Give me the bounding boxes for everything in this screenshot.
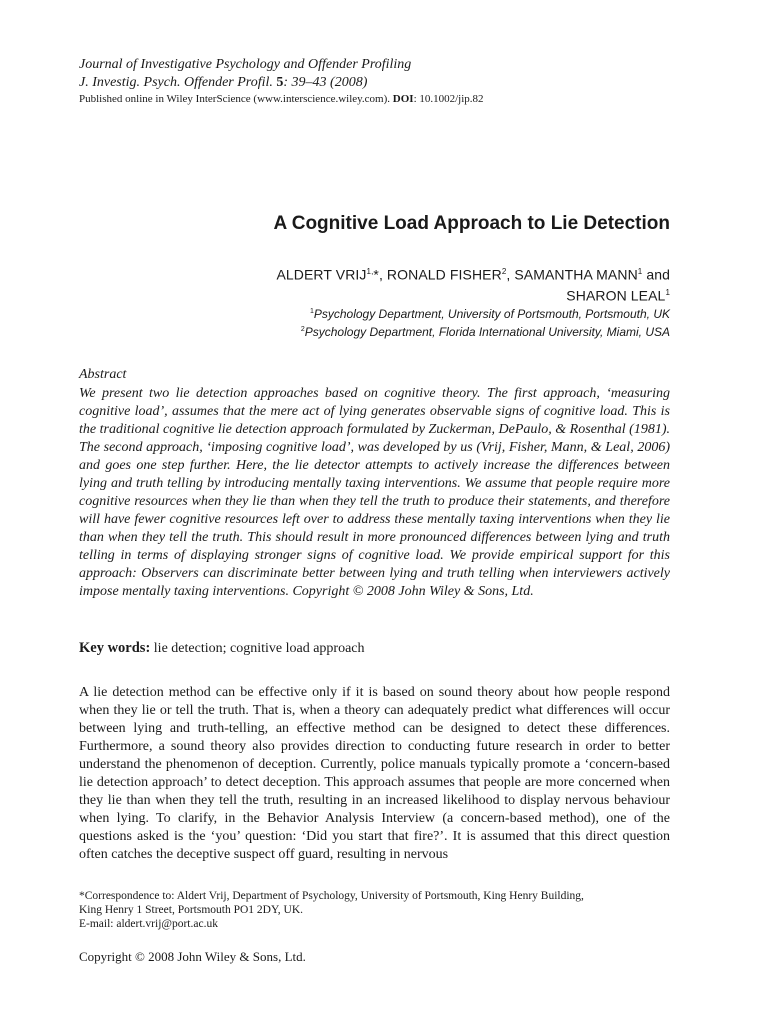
affiliation-1-text: Psychology Department, University of Portsmouth, Portsmouth, UK — [313, 307, 670, 321]
author-4: SHARON LEAL — [566, 287, 666, 304]
journal-header — [79, 56, 670, 107]
author-list — [150, 263, 670, 304]
author-3: , SAMANTHA MANN — [506, 266, 638, 283]
author-1-sup: 1, — [366, 267, 374, 276]
doi-label: DOI — [392, 93, 414, 105]
keywords-label: Key words: — [79, 640, 151, 656]
author-2: , RONALD FISHER — [378, 266, 502, 283]
affiliations — [150, 304, 670, 340]
correspondence-footnote — [79, 889, 670, 931]
abstract-text: We present two lie detection approaches based on cognitive theory. The first approach, ‘measuring cognitive load’, assumes that the mere act of lying generates observable signs of cognitive load. This is the traditional cognitive lie detection approach formulated by Zuckerman, DePaulo, & Rosenthal (1981). The second approach, ‘imposing cognitive load’, was developed by us (Vrij, Fisher, Mann, & Leal, 2006) and goes one step further. Here, the lie detector attempts to actively increase the differences between lying and truth telling by introducing mentally taxing interventions. We assume that people require more cognitive resources when they lie than when they tell the truth to produce their statements, and therefore will have fewer cognitive resources left over to address these mentally taxing interventions when they lie than when they tell the truth. This should result in more pronounced differences between lying and truth telling in terms of displaying stronger signs of cognitive load. We provide empirical support for this approach: Observers can discriminate better between lying and truth telling when interviewers actively impose mentally taxing interventions. Copyright © 2008 John Wiley & Sons, Ltd. — [79, 386, 670, 599]
author-1: ALDERT VRIJ — [276, 266, 367, 283]
author-2-sup: 2 — [501, 267, 507, 276]
footnote-email: E-mail: aldert.vrij@port.ac.uk — [79, 918, 218, 930]
published-online-line — [79, 92, 670, 107]
body-paragraph: A lie detection method can be effective only if it is based on sound theory about how people respond when they lie or tell the truth. That is, when a theory can adequately predict what differences will occur between lying and truth-telling, an effective method can be designed to detect these differences. Furthermore, a sound theory also provides direction to conducting future research in order to better understand the phenomenon of deception. Currently, police manuals typically promote a ‘concern-based lie detection approach’ to detect deception. This approach assumes that people are more concerned when they lie than when they tell the truth, resulting in an increased likelihood to display nervous behaviour when lying. To clarify, in the Behavior Analysis Interview (a concern-based method), one of the questions asked is the ‘you’ question: ‘Did you start that fire?’. It is assumed that this direct question often catches the deceptive suspect off guard, resulting in nervous — [79, 685, 670, 862]
footnote-line-2: King Henry 1 Street, Portsmouth PO1 2DY, UK. — [79, 904, 304, 916]
copyright-notice: Copyright © 2008 John Wiley & Sons, Ltd. — [79, 949, 306, 964]
citation-suffix: : 39–43 (2008) — [283, 75, 368, 90]
affiliation-1 — [150, 304, 670, 322]
citation-volume: 5 — [276, 75, 284, 90]
journal-name: Journal of Investigative Psychology and Offender Profiling — [79, 57, 412, 72]
author-1-star: * — [373, 266, 379, 283]
author-3-sup: 1 — [637, 267, 643, 276]
footnote-line-1: *Correspondence to: Aldert Vrij, Department of Psychology, University of Portsmouth, King Henry Building, — [79, 890, 584, 902]
doi-value: : 10.1002/jip.82 — [413, 93, 484, 105]
affiliation-1-sup: 1 — [309, 308, 314, 315]
journal-citation — [79, 74, 670, 92]
paper-page — [79, 0, 670, 1024]
author-4-sup: 1 — [665, 287, 670, 297]
author-and: and — [642, 266, 670, 283]
abstract-heading: Abstract — [79, 367, 127, 382]
article-title: A Cognitive Load Approach to Lie Detection — [273, 213, 670, 234]
affiliation-2-text: Psychology Department, Florida International University, Miami, USA — [304, 325, 670, 339]
published-prefix: Published online in Wiley InterScience (www.interscience.wiley.com). — [79, 93, 393, 105]
keywords — [79, 639, 365, 658]
citation-prefix: J. Investig. Psych. Offender Profil. — [79, 75, 277, 90]
affiliation-2-sup: 2 — [300, 326, 305, 333]
affiliation-2 — [150, 322, 670, 340]
keywords-value: lie detection; cognitive load approach — [150, 641, 365, 656]
